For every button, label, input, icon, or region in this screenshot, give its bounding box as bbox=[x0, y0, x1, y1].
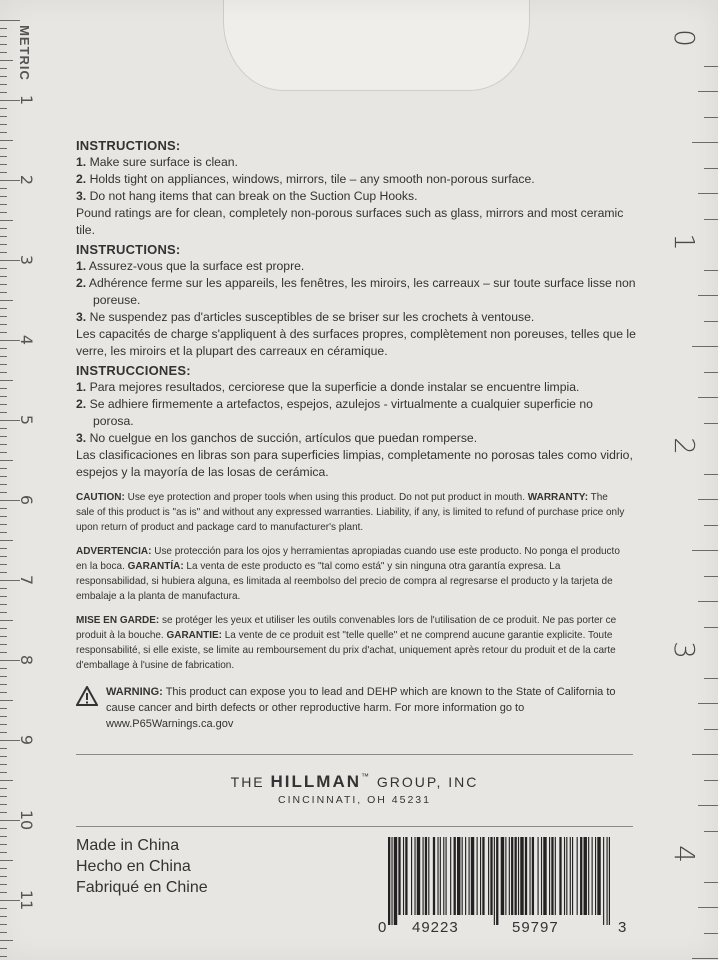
metric-tick bbox=[0, 804, 7, 805]
barcode-bar bbox=[437, 837, 438, 915]
barcode-bar bbox=[425, 837, 427, 915]
inch-number: 3 bbox=[668, 641, 701, 659]
barcode-bar bbox=[555, 837, 556, 915]
metric-tick bbox=[0, 916, 7, 917]
metric-tick bbox=[0, 84, 7, 85]
barcode-bar bbox=[607, 837, 608, 925]
barcode-right-digits: 59797 bbox=[512, 919, 559, 936]
inch-tick bbox=[704, 882, 718, 883]
metric-tick bbox=[0, 132, 7, 133]
inch-tick bbox=[698, 295, 718, 296]
metric-tick bbox=[0, 116, 7, 117]
divider-bottom bbox=[76, 826, 633, 827]
metric-tick bbox=[0, 156, 7, 157]
metric-tick bbox=[0, 380, 13, 381]
inch-tick bbox=[698, 499, 718, 500]
barcode-bar bbox=[462, 837, 463, 915]
metric-tick bbox=[0, 292, 7, 293]
inch-tick bbox=[698, 397, 718, 398]
barcode-bar bbox=[469, 837, 470, 915]
metric-tick bbox=[0, 692, 7, 693]
upc-barcode bbox=[388, 837, 610, 925]
metric-tick bbox=[0, 684, 7, 685]
metric-tick bbox=[0, 44, 7, 45]
metric-tick bbox=[0, 764, 7, 765]
metric-tick bbox=[0, 316, 7, 317]
metric-tick bbox=[0, 388, 7, 389]
barcode-bar bbox=[454, 837, 456, 915]
inch-number: 4 bbox=[668, 845, 701, 863]
origin-french: Fabriqué en Chine bbox=[76, 879, 208, 896]
metric-tick bbox=[0, 188, 7, 189]
metric-tick bbox=[0, 220, 13, 221]
inch-tick bbox=[704, 270, 718, 271]
barcode-bar bbox=[450, 837, 451, 915]
metric-tick bbox=[0, 524, 7, 525]
barcode-bar bbox=[538, 837, 539, 915]
metric-tick bbox=[0, 492, 7, 493]
brand-block bbox=[76, 772, 633, 806]
inch-tick bbox=[704, 321, 718, 322]
metric-tick bbox=[0, 860, 13, 861]
metric-tick bbox=[0, 844, 7, 845]
barcode-bar bbox=[428, 837, 429, 915]
french-item-2: 2. Adhérence ferme sur les appareils, les fenêtres, les miroirs, les carreaux – sur toute surface lisse non poreuse. bbox=[76, 276, 636, 307]
english-item-1: 1. Make sure surface is clean. bbox=[76, 155, 238, 169]
spanish-heading: INSTRUCCIONES: bbox=[76, 363, 191, 378]
warning-label: WARNING: bbox=[106, 686, 163, 698]
metric-tick bbox=[0, 364, 7, 365]
metric-tick bbox=[0, 276, 7, 277]
french-note: Les capacités de charge s'appliquent à des surfaces propres, complètement non poreuses, telles que le verre, les miroirs et la plupart des carreaux en céramique. bbox=[76, 327, 636, 358]
metric-number: 10 bbox=[17, 809, 36, 831]
metric-tick bbox=[0, 412, 7, 413]
metric-tick bbox=[0, 756, 7, 757]
metric-tick bbox=[0, 244, 7, 245]
inch-tick bbox=[704, 576, 718, 577]
metric-tick bbox=[0, 164, 7, 165]
barcode-bar bbox=[457, 837, 460, 915]
metric-label: METRIC bbox=[17, 25, 33, 81]
barcode-bar bbox=[592, 837, 593, 915]
barcode-bar bbox=[398, 837, 400, 915]
metric-tick bbox=[0, 372, 7, 373]
metric-tick bbox=[0, 396, 7, 397]
inch-tick bbox=[704, 219, 718, 220]
metric-tick bbox=[0, 68, 7, 69]
metric-number: 4 bbox=[17, 334, 36, 346]
metric-tick bbox=[0, 92, 7, 93]
barcode-bar bbox=[411, 837, 412, 915]
barcode-bar bbox=[584, 837, 587, 915]
metric-tick bbox=[0, 124, 7, 125]
barcode-bar bbox=[525, 837, 527, 915]
barcode-bar bbox=[440, 837, 441, 915]
country-of-origin bbox=[76, 835, 208, 898]
inch-tick bbox=[704, 66, 718, 67]
metric-tick bbox=[0, 868, 7, 869]
metric-tick bbox=[0, 516, 7, 517]
barcode-bar bbox=[414, 837, 415, 915]
metric-tick bbox=[0, 652, 7, 653]
metric-tick bbox=[0, 716, 7, 717]
metric-number: 11 bbox=[17, 889, 36, 911]
barcode-system-digit: 0 bbox=[378, 919, 388, 936]
metric-tick bbox=[0, 572, 7, 573]
metric-tick bbox=[0, 940, 13, 941]
french-heading: INSTRUCTIONS: bbox=[76, 242, 181, 257]
metric-tick bbox=[0, 228, 7, 229]
metric-tick bbox=[0, 436, 7, 437]
metric-tick bbox=[0, 596, 7, 597]
metric-tick bbox=[0, 932, 7, 933]
metric-tick bbox=[0, 788, 7, 789]
metric-tick bbox=[0, 956, 7, 957]
metric-tick bbox=[0, 628, 7, 629]
barcode-bar bbox=[403, 837, 404, 915]
metric-tick bbox=[0, 444, 7, 445]
inch-tick bbox=[704, 474, 718, 475]
metric-tick bbox=[0, 540, 13, 541]
metric-number: 1 bbox=[17, 94, 36, 106]
metric-tick bbox=[0, 948, 7, 949]
metric-tick bbox=[0, 644, 7, 645]
metric-tick bbox=[0, 708, 7, 709]
metric-tick bbox=[0, 812, 7, 813]
metric-number: 9 bbox=[17, 734, 36, 746]
english-heading: INSTRUCTIONS: bbox=[76, 138, 181, 153]
brand-city: CINCINNATI, OH 45231 bbox=[277, 794, 431, 806]
metric-tick bbox=[0, 268, 7, 269]
inch-tick bbox=[704, 933, 718, 934]
inch-tick bbox=[704, 729, 718, 730]
inch-tick bbox=[704, 627, 718, 628]
metric-tick bbox=[0, 484, 7, 485]
barcode-bar bbox=[559, 837, 561, 915]
barcode-bar bbox=[494, 837, 495, 925]
barcode-bar bbox=[566, 837, 567, 915]
brand-logo: THE HILLMAN™ GROUP, INC bbox=[230, 772, 479, 791]
metric-tick bbox=[0, 452, 7, 453]
metric-tick bbox=[0, 172, 7, 173]
barcode-bar bbox=[471, 837, 474, 915]
metric-tick bbox=[0, 612, 7, 613]
inch-tick bbox=[692, 754, 718, 755]
metric-number: 3 bbox=[17, 254, 36, 266]
metric-tick bbox=[0, 588, 7, 589]
barcode-bar bbox=[588, 837, 589, 915]
inch-tick bbox=[704, 117, 718, 118]
barcode-bar bbox=[423, 837, 424, 915]
barcode-bar bbox=[572, 837, 573, 915]
inch-tick bbox=[704, 372, 718, 373]
inch-tick bbox=[692, 142, 718, 143]
metric-tick bbox=[0, 348, 7, 349]
metric-tick bbox=[0, 548, 7, 549]
barcode-bar bbox=[490, 837, 492, 915]
instructions-panel bbox=[76, 135, 636, 732]
barcode-bar bbox=[465, 837, 466, 915]
metric-tick bbox=[0, 724, 7, 725]
barcode-bar bbox=[482, 837, 484, 915]
spanish-item-3: 3. No cuelgue en los ganchos de succión, artículos que puedan romperse. bbox=[76, 431, 478, 445]
barcode-bar bbox=[520, 837, 523, 915]
inch-tick bbox=[692, 958, 718, 959]
metric-number: 8 bbox=[17, 654, 36, 666]
inch-tick bbox=[698, 91, 718, 92]
barcode-bar bbox=[543, 837, 546, 915]
caution-spanish: ADVERTENCIA: Use protección para los ojos y herramientas apropiadas cuando use este producto. No ponga el producto en la boca. GARANTÍA: La venta de este producto es "tal como está" y sin ninguna otra garantía expresa. La responsabilidad, si hubiera alguna, es limitada al reembolso del precio de compra al regresarse el producto y la tarjeta de embalaje a la planta de manufactura. bbox=[76, 546, 620, 602]
metric-tick bbox=[0, 28, 7, 29]
metric-tick bbox=[0, 140, 13, 141]
inch-number: 2 bbox=[668, 437, 701, 455]
metric-ruler bbox=[0, 0, 48, 960]
inch-tick bbox=[698, 703, 718, 704]
metric-tick bbox=[0, 236, 7, 237]
barcode-bar bbox=[577, 837, 578, 915]
barcode-bar bbox=[595, 837, 596, 915]
inch-tick bbox=[692, 346, 718, 347]
french-item-3: 3. Ne suspendez pas d'articles susceptibles de se briser sur les crochets à ventouse. bbox=[76, 310, 535, 324]
barcode-bar bbox=[564, 837, 565, 915]
barcode-bar bbox=[488, 837, 489, 915]
warning-triangle-icon bbox=[76, 686, 98, 706]
inch-tick bbox=[704, 678, 718, 679]
metric-tick bbox=[0, 828, 7, 829]
metric-tick bbox=[0, 76, 7, 77]
barcode-bar bbox=[496, 837, 498, 925]
inch-tick bbox=[704, 423, 718, 424]
metric-tick bbox=[0, 668, 7, 669]
metric-tick bbox=[0, 748, 7, 749]
metric-tick bbox=[0, 700, 13, 701]
metric-tick bbox=[0, 908, 7, 909]
metric-tick bbox=[0, 796, 7, 797]
metric-tick bbox=[0, 676, 7, 677]
metric-tick bbox=[0, 732, 7, 733]
hang-hole bbox=[223, 0, 530, 91]
english-item-3: 3. Do not hang items that can break on the Suction Cup Hooks. bbox=[76, 189, 418, 203]
barcode-bar bbox=[597, 837, 600, 915]
metric-tick bbox=[0, 108, 7, 109]
barcode-bar bbox=[505, 837, 506, 915]
metric-tick bbox=[0, 508, 7, 509]
metric-number: 6 bbox=[17, 494, 36, 506]
barcode-bar bbox=[477, 837, 478, 915]
inch-tick bbox=[698, 907, 718, 908]
french-item-1: 1. Assurez-vous que la surface est propre. bbox=[76, 259, 305, 273]
inch-tick bbox=[704, 831, 718, 832]
barcode-bar bbox=[501, 837, 504, 915]
inch-tick bbox=[698, 805, 718, 806]
barcode-bar bbox=[394, 837, 397, 925]
barcode-bar bbox=[446, 837, 447, 915]
metric-tick bbox=[0, 876, 7, 877]
metric-tick bbox=[0, 556, 7, 557]
warning-text: This product can expose you to lead and DEHP which are known to the State of California to cause cancer and birth defects or other reproductive harm. For more information go to www.P65Warnings.ca.gov bbox=[106, 686, 616, 730]
metric-tick bbox=[0, 620, 13, 621]
barcode-bar bbox=[532, 837, 534, 915]
metric-tick bbox=[0, 476, 7, 477]
barcode-bar bbox=[580, 837, 582, 915]
metric-tick bbox=[0, 604, 7, 605]
barcode-bar bbox=[509, 837, 510, 915]
metric-tick bbox=[0, 52, 7, 53]
metric-tick bbox=[0, 324, 7, 325]
caution-french: MISE EN GARDE: se protéger les yeux et utiliser les outils convenables lors de l'utilisation de ce produit. Ne pas porter ce produit à la bouche. GARANTIE: La vente de ce produit est "telle quelle" et ne comprend aucune garantie explicite. Toute responsabilité, si elle existe, se limite au remboursement du prix d'achat, uniquement après retour du produit et de la carte d'emballage à l'usine de fabrication. bbox=[76, 615, 617, 671]
metric-tick bbox=[0, 564, 7, 565]
inch-ruler bbox=[666, 0, 718, 960]
metric-tick bbox=[0, 20, 20, 21]
metric-tick bbox=[0, 892, 7, 893]
prop65-warning bbox=[76, 684, 636, 732]
metric-tick bbox=[0, 780, 13, 781]
barcode-bar bbox=[391, 837, 392, 925]
inch-tick bbox=[704, 525, 718, 526]
metric-tick bbox=[0, 636, 7, 637]
metric-number: 2 bbox=[17, 174, 36, 186]
metric-tick bbox=[0, 404, 7, 405]
metric-tick bbox=[0, 852, 7, 853]
barcode-bar bbox=[511, 837, 513, 915]
barcode-bar bbox=[417, 837, 420, 915]
barcode-bar bbox=[518, 837, 519, 915]
inch-tick bbox=[698, 193, 718, 194]
barcode-bar bbox=[405, 837, 407, 915]
origin-english: Made in China bbox=[76, 837, 180, 854]
inch-tick bbox=[692, 550, 718, 551]
metric-tick bbox=[0, 532, 7, 533]
metric-tick bbox=[0, 428, 7, 429]
divider-top bbox=[76, 754, 633, 755]
metric-tick bbox=[0, 308, 7, 309]
english-item-2: 2. Holds tight on appliances, windows, mirrors, tile – any smooth non-porous surface. bbox=[76, 172, 535, 186]
metric-tick bbox=[0, 196, 7, 197]
caution-english: CAUTION: Use eye protection and proper tools when using this product. Do not put product in mouth. WARRANTY: The sale of this product is "as is" and without any expressed warranties. Liability, if any, is limited to refund of purchase price only upon return of product and package card to manufacturer's plant. bbox=[76, 492, 625, 533]
spanish-item-1: 1. Para mejores resultados, cerciorese que la superficie a donde instalar se encuentre limpia. bbox=[76, 380, 580, 394]
spanish-note: Las clasificaciones en libras son para superficies limpias, completamente no porosas tales como vidrio, espejos y la mayoría de las losas de cerámica. bbox=[76, 448, 633, 479]
spanish-item-2: 2. Se adhiere firmemente a artefactos, espejos, azulejos - virtualmente a cualquier superficie no porosa. bbox=[76, 397, 593, 428]
barcode-bar bbox=[480, 837, 481, 915]
barcode-bar bbox=[603, 837, 604, 925]
metric-tick bbox=[0, 772, 7, 773]
barcode-bar bbox=[549, 837, 550, 915]
inch-tick bbox=[704, 780, 718, 781]
metric-tick bbox=[0, 884, 7, 885]
barcode-left-digits: 49223 bbox=[412, 919, 459, 936]
metric-tick bbox=[0, 300, 13, 301]
barcode-check-digit: 3 bbox=[618, 919, 628, 936]
metric-tick bbox=[0, 836, 7, 837]
metric-tick bbox=[0, 252, 7, 253]
barcode-bar bbox=[443, 837, 444, 915]
barcode-bar bbox=[433, 837, 435, 915]
metric-tick bbox=[0, 460, 13, 461]
metric-tick bbox=[0, 148, 7, 149]
inch-tick bbox=[698, 601, 718, 602]
barcode-bar bbox=[570, 837, 571, 915]
metric-tick bbox=[0, 284, 7, 285]
barcode-bar bbox=[529, 837, 530, 915]
barcode-bar bbox=[541, 837, 542, 915]
metric-tick bbox=[0, 356, 7, 357]
metric-number: 5 bbox=[17, 414, 36, 426]
english-note: Pound ratings are for clean, completely non-porous surfaces such as glass, mirrors and most ceramic tile. bbox=[76, 206, 624, 237]
metric-tick bbox=[0, 924, 7, 925]
metric-tick bbox=[0, 332, 7, 333]
barcode-bar bbox=[388, 837, 390, 925]
barcode-bar bbox=[515, 837, 517, 915]
inch-tick bbox=[704, 168, 718, 169]
metric-tick bbox=[0, 212, 7, 213]
barcode-bar bbox=[551, 837, 553, 915]
metric-number: 7 bbox=[17, 574, 36, 586]
metric-tick bbox=[0, 468, 7, 469]
metric-tick bbox=[0, 36, 7, 37]
metric-tick bbox=[0, 204, 7, 205]
barcode-bar bbox=[609, 837, 610, 925]
inch-number: 1 bbox=[668, 233, 701, 251]
origin-spanish: Hecho en China bbox=[76, 858, 191, 875]
metric-tick bbox=[0, 60, 13, 61]
inch-number: 0 bbox=[668, 29, 701, 47]
